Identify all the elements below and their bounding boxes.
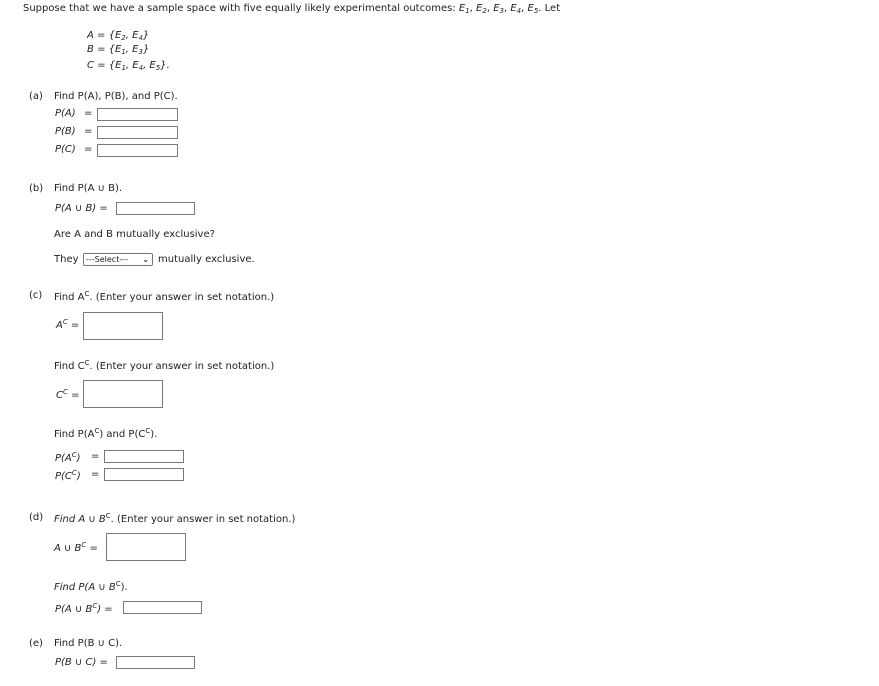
p-c-complement-input[interactable] — [104, 468, 184, 481]
select-value: ---Select--- — [86, 255, 128, 264]
p-b-union-c-label: P(B ∪ C) = — [55, 657, 108, 668]
part-d-prompt-1: Find A ∪ $B^C$. (Enter your answer in set notation.) — [54, 512, 296, 525]
mutually-exclusive-question: Are A and B mutually exclusive? — [54, 229, 215, 240]
part-d-prompt-2: Find P(A ∪ $B^C$). — [54, 580, 128, 593]
p-a-complement-label: $P(A^C)$ — [55, 451, 81, 464]
set-b-definition: $B = \{E_1$, $E_3$} — [87, 44, 150, 56]
set-c-definition: $C = \{E_1$, $E_4$, $E_5$}. — [87, 60, 170, 72]
p-a-union-b-label: P(A ∪ B) = — [55, 203, 108, 214]
p-c-complement-equals: = — [91, 469, 100, 480]
a-complement-input[interactable] — [83, 312, 163, 340]
intro-sentence: Suppose that we have a sample space with five equally likely experimental outcomes: $E_1$, $E_2$, $E_3$, $E_4$, $E_5$. Let — [23, 3, 561, 15]
outcome-5: $E_5$ — [527, 3, 539, 15]
part-e-label: (e) — [29, 638, 43, 649]
part-c-prompt-1: Find $A^C$. (Enter your answer in set notation.) — [54, 290, 275, 303]
pb-label: P(B) — [55, 126, 76, 137]
a-complement-label: $A^C$ = — [56, 318, 80, 331]
a-union-b-complement-label: A ∪ $B^C$ = — [54, 541, 98, 554]
part-c-label: (c) — [29, 290, 43, 301]
p-a-union-b-complement-input[interactable] — [123, 601, 202, 614]
they-label: They — [54, 254, 79, 265]
part-a-label: (a) — [29, 91, 43, 102]
outcome-4: $E_4$ — [510, 3, 522, 15]
part-b-prompt: Find P(A ∪ B). — [54, 183, 123, 194]
c-complement-label: $C^C$ = — [56, 388, 80, 401]
p-b-union-c-input[interactable] — [116, 656, 195, 669]
outcome-1: $E_1$ — [458, 3, 470, 15]
part-d-label: (d) — [29, 512, 44, 523]
outcome-2: $E_2$ — [476, 3, 487, 15]
part-a-prompt: Find P(A), P(B), and P(C). — [54, 91, 178, 102]
p-a-union-b-input[interactable] — [116, 202, 195, 215]
pc-equals: = — [84, 144, 93, 155]
part-b-label: (b) — [29, 183, 44, 194]
pa-answer-input[interactable] — [97, 108, 178, 121]
c-complement-input[interactable] — [83, 380, 163, 408]
p-a-complement-equals: = — [91, 451, 100, 462]
pc-label: P(C) — [55, 144, 76, 155]
pc-answer-input[interactable] — [97, 144, 178, 157]
pb-equals: = — [84, 126, 93, 137]
set-a-definition: $A = \{E_2$, $E_4$} — [87, 30, 150, 42]
mutually-exclusive-suffix: mutually exclusive. — [158, 254, 255, 265]
chevron-down-icon: ⌄ — [142, 255, 149, 264]
p-a-union-b-complement-label: P(A ∪ $B^C$) = — [55, 602, 113, 615]
pb-answer-input[interactable] — [97, 126, 178, 139]
a-union-b-complement-input[interactable] — [106, 533, 186, 561]
p-a-complement-input[interactable] — [104, 450, 184, 463]
part-c-prompt-2: Find $C^C$. (Enter your answer in set notation.) — [54, 359, 275, 372]
outcome-3: $E_3$ — [493, 3, 504, 15]
part-e-prompt: Find P(B ∪ C). — [54, 638, 123, 649]
part-c-prompt-3: Find $P(A^C)$ and $P(C^C)$. — [54, 427, 158, 440]
pa-equals: = — [84, 108, 93, 119]
p-c-complement-label: $P(C^C)$ — [55, 469, 81, 482]
pa-label: P(A) — [55, 108, 76, 119]
mutually-exclusive-select[interactable] — [83, 253, 153, 266]
